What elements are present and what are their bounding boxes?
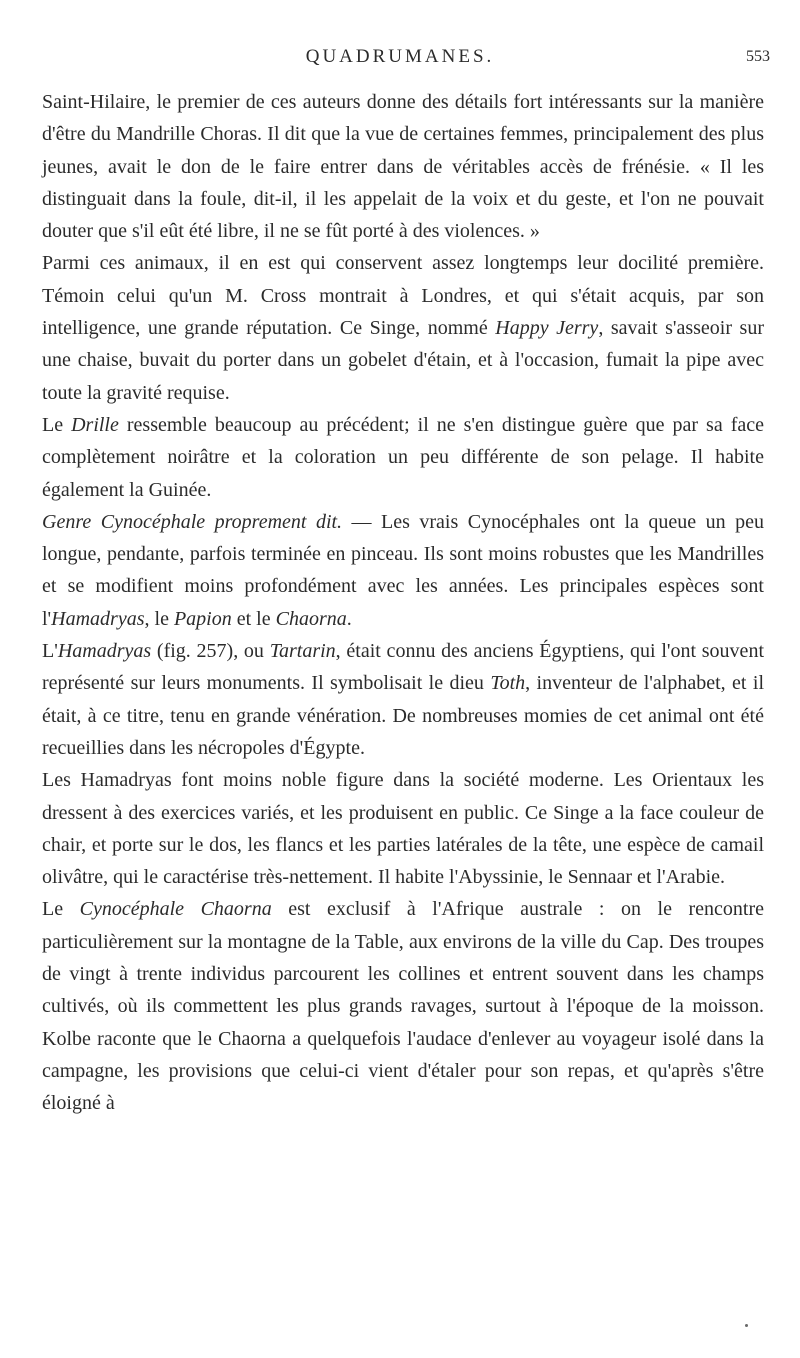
italic-name: Drille (71, 413, 119, 436)
italic-name: Toth (490, 672, 526, 695)
italic-name: Hamadryas (51, 607, 145, 630)
text-run: — Les vrais Cynocéphales ont la queue un peu longue, pendante, parfois terminée en pinceau. Ils sont moins robustes que les Mandrilles et se modifient moins profondément avec les années. Les principales espèces sont l' (42, 510, 765, 630)
paragraph-chaorna (42, 893, 764, 1119)
paragraph-happy-jerry (42, 247, 764, 408)
text-run: est exclusif à l'Afrique australe : on le rencontre particulièrement sur la montagne de la Table, aux environs de la ville du Cap. Des troupes de vingt à trente individus parcourent les collines et entrent souvent dans les champs cultivés, où ils commettent les plus grands ravages, surtout à l'époque de la moisson. Kolbe raconte que le Chaorna a quelquefois l'audace d'enlever au voyageur isolé dans la campagne, les provisions que celui-ci vient d'étaler pour son repas, et qu'après s'être éloigné à (42, 898, 765, 1115)
italic-name: Cynocéphale Chaorna (79, 898, 272, 921)
paragraph-genre-cynocephale (42, 506, 764, 635)
text-run: , savait s'asseoir sur une chaise, buvait du porter dans un gobelet d'étain, et à l'occasion, fumait la pipe avec toute la gravité requise. (42, 317, 764, 404)
text-run: (fig. 257), ou (151, 640, 270, 663)
text-body (42, 86, 764, 1120)
print-speck (745, 1324, 748, 1327)
text-run: L' (42, 640, 58, 663)
italic-name: Papion (173, 607, 232, 630)
text-run: Saint-Hilaire, le premier de ces auteurs donne des détails fort intéressants sur la manière d'être du Mandrille Choras. Il dit que la vue de certaines femmes, principalement des plus jeunes, avait le don de le faire entrer dans de véritables accès de frénésie. « Il les distinguait dans la foule, dit-il, il les appelait de la voix et du geste, et l'on ne pouvait douter que s'il eût été libre, il ne se fût porté à des violences. » (42, 91, 764, 243)
italic-name: Happy Jerry (495, 317, 599, 340)
text-run: Les Hamadryas font moins noble figure dans la société moderne. Les Orientaux les dressent à des exercices variés, et les produisent en public. Ce Singe a la face couleur de chair, et porte sur le dos, les flancs et les parties latérales de la tête, une espèce de camail olivâtre, qui le caractérise très-nettement. Il habite l'Abyssinie, le Sennaar et l'Arabie. (42, 769, 764, 889)
text-run: , le (144, 607, 174, 630)
running-head (0, 42, 800, 72)
section-heading: Genre Cynocéphale proprement dit. (42, 510, 343, 533)
page-number: 553 (746, 48, 770, 65)
text-run: Parmi ces animaux, il en est qui conservent assez longtemps leur docilité première. Témoin celui qu'un M. Cross montrait à Londres, et qui s'était acquis, par son intelligence, une grande réputation. Ce Singe, nommé (42, 252, 764, 340)
italic-name: Hamadryas (57, 640, 152, 663)
paragraph-hamadryas (42, 635, 764, 764)
paragraph-drille (42, 409, 764, 506)
text-run: Le (42, 413, 72, 436)
text-run: , inventeur de l'alphabet, et il était, à ce titre, tenu en grande vénération. De nombreuses momies de cet animal ont été recueillies dans les nécropoles d'Égypte. (42, 672, 764, 759)
text-run: et le (231, 607, 276, 630)
running-title: QUADRUMANES. (305, 46, 495, 67)
text-run: . (346, 607, 352, 630)
paragraph-hamadryas-modern (42, 764, 764, 893)
text-run: Le (42, 898, 80, 921)
italic-name: Chaorna (275, 607, 347, 630)
paragraph-mandrille-choras (42, 86, 764, 247)
text-run: ressemble beaucoup au précédent; il ne s'en distingue guère que par sa face complètement noirâtre et la coloration un peu différente de son pelage. Il habite également la Guinée. (42, 413, 764, 501)
text-run: , était connu des anciens Égyptiens, qui l'ont souvent représenté sur leurs monuments. Il symbolisait le dieu (42, 640, 764, 695)
italic-name: Tartarin (269, 640, 336, 663)
